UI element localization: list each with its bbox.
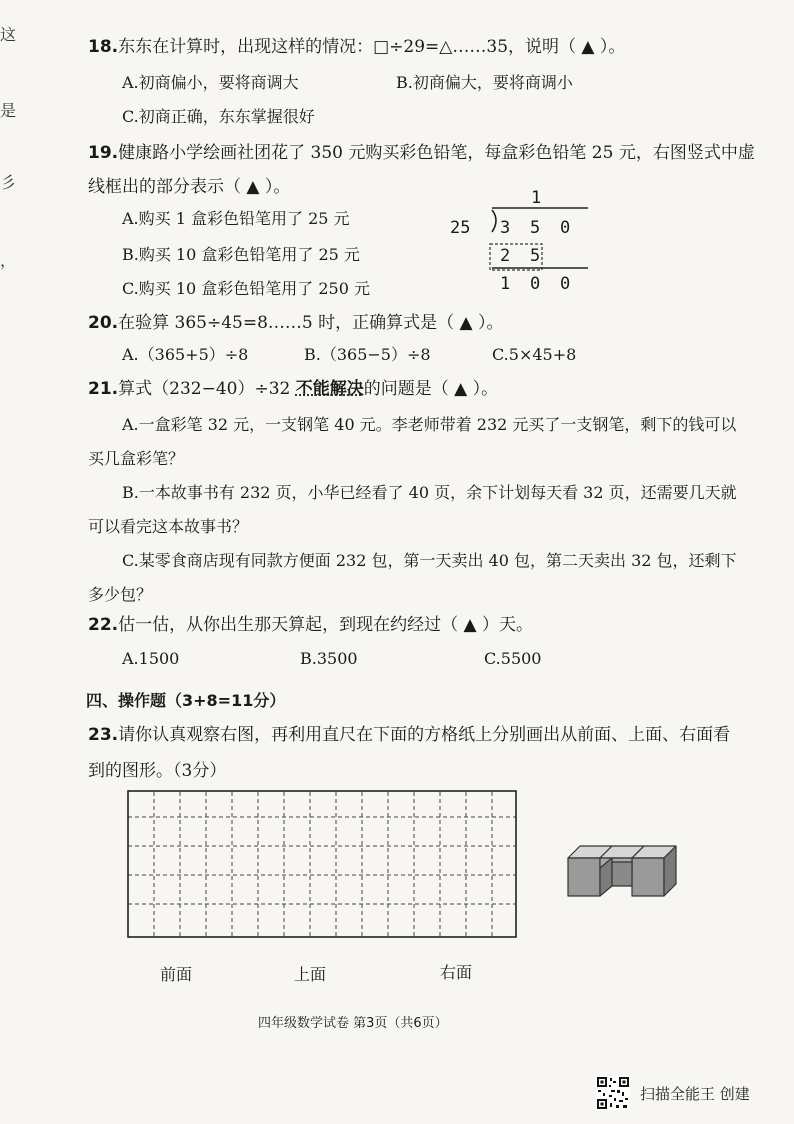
question-23-line2: 到的图形。（3分） [88,761,227,781]
page-footer: 四年级数学试卷 第3页（共6页） [258,1016,448,1031]
question-18 [88,36,625,58]
question-number: 21. [88,379,119,399]
margin-char-3: 彡 [0,173,17,192]
remainder-digit: 0 [560,274,571,294]
q21-option-c[interactable]: C.某零食商店现有同款方便面 232 包，第一天卖出 40 包，第二天卖出 32 包，还剩下多少包？ [88,551,737,604]
dividend-digit: 5 [530,218,541,238]
label-top-view: 上面 [294,965,327,984]
scanner-watermark: 扫描全能王 创建 [640,1085,750,1103]
grid-paper[interactable] [126,788,518,940]
question-text: 在验算 365÷45=8……5 时，正确算式是（ ▲ ）。 [118,313,504,333]
q19-option-b[interactable]: B.购买 10 盒彩色铅笔用了 25 元 [122,245,360,264]
question-number: 19. [88,143,119,163]
q22-option-b[interactable]: B.3500 [300,649,358,668]
question-19-line2: 线框出的部分表示（ ▲ ）。 [88,177,291,197]
margin-char-4: ， [0,251,17,270]
qr-code-icon [596,1076,630,1110]
q19-option-c[interactable]: C.购买 10 盒彩色铅笔用了 250 元 [122,279,371,298]
q22-option-a[interactable]: A.1500 [122,649,180,668]
question-text: 估一估，从你出生那天算起，到现在约经过（ ▲ ）天。 [118,615,534,635]
divisor: 25 [450,218,471,238]
q18-option-b[interactable]: B.初商偏大，要将商调小 [396,73,573,92]
long-division-figure [448,186,598,296]
question-number: 22. [88,615,119,635]
product-digit: 5 [530,246,541,266]
q18-option-c[interactable]: C.初商正确，东东掌握很好 [122,107,315,126]
label-front-view: 前面 [160,965,193,984]
q21-option-a[interactable]: A.一盒彩笔 32 元，一支钢笔 40 元。李老师带着 232 元买了一支钢笔，剩下的钱可以买几盒彩笔？ [88,415,737,468]
q21-option-b[interactable]: B.一本故事书有 232 页，小华已经看了 40 页，余下计划每天看 32 页，还需要几天就可以看完这本故事书？ [88,483,737,536]
q19-option-a[interactable]: A.购买 1 盒彩色铅笔用了 25 元 [122,209,350,228]
question-21 [88,378,498,400]
margin-char-1: 这 [0,25,17,44]
question-number: 18. [88,37,119,57]
question-number: 23. [88,725,119,745]
q20-option-b[interactable]: B.（365−5）÷8 [304,345,431,364]
quotient-digit: 1 [531,188,542,208]
section-title: 四、操作题（3+8=11分） [86,691,286,710]
q22-option-c[interactable]: C.5500 [484,649,542,668]
margin-char-2: 是 [0,101,17,120]
q18-option-a[interactable]: A.初商偏小，要将商调大 [122,73,299,92]
question-19 [88,142,755,164]
emphasis-text: 不能解决 [295,379,364,399]
dividend-digit: 0 [560,218,571,238]
question-number: 20. [88,313,119,333]
cube-figure [560,838,688,902]
question-text: 健康路小学绘画社团花了 350 元购买彩色铅笔，每盒彩色铅笔 25 元，右图竖式中虚 [118,143,755,163]
question-text-end: 的问题是（ ▲ ）。 [363,379,499,399]
question-20 [88,312,504,334]
division-lines [448,186,598,296]
label-right-view: 右面 [440,963,473,982]
remainder-digit: 0 [530,274,541,294]
question-22 [88,614,533,636]
product-digit: 2 [500,246,511,266]
question-text: 请你认真观察右图，再利用直尺在下面的方格纸上分别画出从前面、上面、右面看 [118,725,731,745]
question-23 [88,724,730,746]
q20-option-a[interactable]: A.（365+5）÷8 [122,345,249,364]
remainder-digit: 1 [500,274,511,294]
q20-option-c[interactable]: C.5×45+8 [492,345,577,364]
dividend-digit: 3 [500,218,511,238]
question-text: 东东在计算时，出现这样的情况：□÷29=△……35，说明（ ▲ ）。 [118,37,626,57]
question-text: 算式（232−40）÷32 [118,379,296,399]
